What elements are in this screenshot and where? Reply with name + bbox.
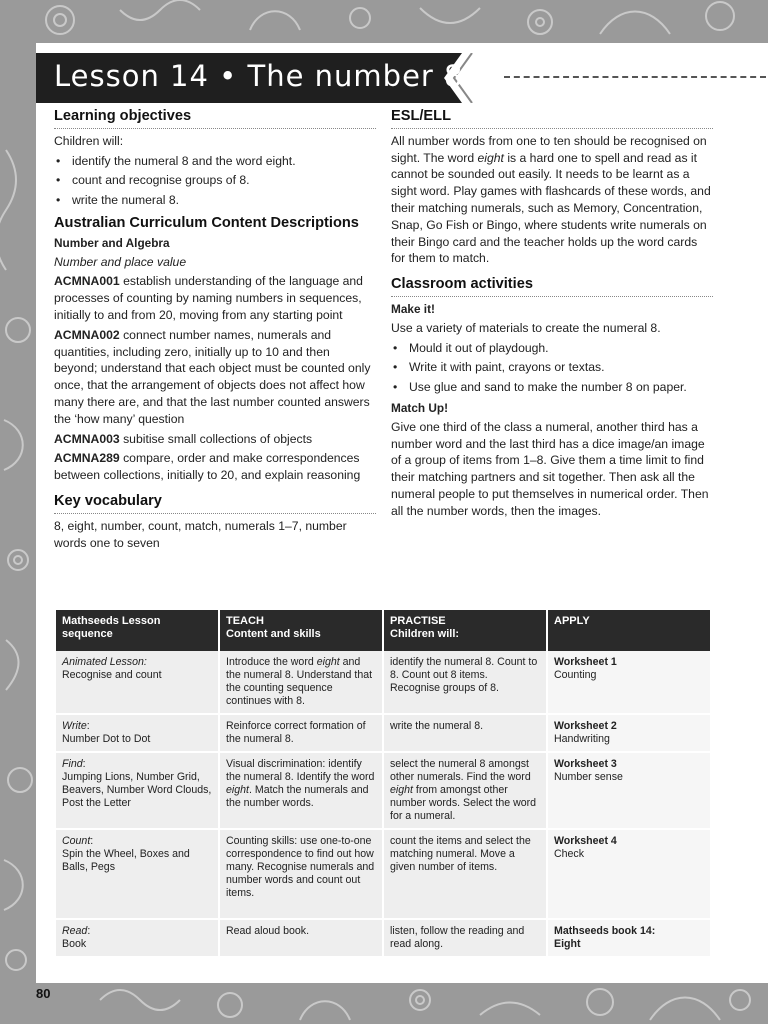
- objectives-intro: Children will:: [54, 133, 124, 148]
- curriculum-code: ACMNA001: [54, 274, 120, 289]
- teach-cell: [220, 830, 382, 920]
- curriculum-entry: [54, 327, 376, 428]
- lesson-page: [36, 43, 768, 983]
- cell-text: from amongst other number words. Select the word for a numeral.: [390, 784, 537, 822]
- worksheet-subtitle: Handwriting: [554, 733, 610, 745]
- lesson-banner: [36, 53, 498, 103]
- sequence-activities: Spin the Wheel, Boxes and Balls, Pegs: [62, 848, 190, 873]
- make-it-list: [391, 340, 713, 396]
- header-dashed-rule: [504, 76, 766, 78]
- list-item: • Mould it out of playdough.: [391, 340, 713, 357]
- curriculum-text: compare, order and make correspondences between collections, initially to 20, and explain reasoning: [54, 451, 361, 483]
- classroom-activities-heading: Classroom activities: [391, 276, 713, 297]
- table-row: [56, 830, 710, 920]
- curriculum-entry: [54, 431, 376, 448]
- cell-text: write the numeral 8.: [390, 720, 484, 732]
- sequence-type: Write: [62, 720, 87, 732]
- table-header-row: [56, 610, 710, 651]
- curriculum-text: establish understanding of the language and processes of counting by naming numbers in sequences, initially to and from 20, moving from any starting point: [54, 274, 363, 322]
- header-line: Content and skills: [226, 628, 321, 640]
- teach-cell: [220, 920, 382, 958]
- cell-text-italic: eight: [226, 784, 249, 796]
- sequence-cell: [56, 651, 218, 715]
- header-line: TEACH: [226, 615, 264, 627]
- worksheet-title: Worksheet 1: [554, 656, 617, 668]
- worksheet-subtitle: Number sense: [554, 771, 623, 783]
- curriculum-code: ACMNA002: [54, 327, 120, 342]
- sequence-type: Count: [62, 835, 91, 847]
- teach-cell: [220, 651, 382, 715]
- cell-text: count the items and select the matching numeral. Move a given number of items.: [390, 835, 531, 873]
- sequence-type: Find: [62, 758, 83, 770]
- practise-cell: [384, 920, 546, 958]
- make-it-intro: Use a variety of materials to create the numeral 8.: [391, 320, 661, 335]
- esl-text: [391, 133, 713, 267]
- header-line: Mathseeds Lesson: [62, 615, 161, 627]
- worksheet-title: Worksheet 3: [554, 758, 617, 770]
- worksheet-title: Worksheet 2: [554, 720, 617, 732]
- teach-cell: [220, 715, 382, 753]
- curriculum-code: ACMNA003: [54, 431, 120, 446]
- list-item: • identify the numeral 8 and the word eight.: [54, 153, 376, 170]
- lesson-title: Lesson 14 • The number 8: [54, 59, 464, 93]
- apply-cell: [548, 715, 710, 753]
- curriculum-strand: Number and Algebra: [54, 235, 170, 250]
- cell-text-italic: eight: [390, 784, 413, 796]
- practise-cell: [384, 753, 546, 830]
- list-item: • Write it with paint, crayons or textas.: [391, 359, 713, 376]
- worksheet-subtitle: Check: [554, 848, 585, 860]
- curriculum-code: ACMNA289: [54, 451, 120, 466]
- curriculum-text: subitise small collections of objects: [119, 431, 313, 446]
- header-line: Children will:: [390, 628, 460, 640]
- practise-cell: [384, 651, 546, 715]
- header-line: sequence: [62, 628, 113, 640]
- sequence-activities: Jumping Lions, Number Grid, Beavers, Number Word Clouds, Post the Letter: [62, 771, 212, 809]
- list-item: • write the numeral 8.: [54, 192, 376, 209]
- page-number: 80: [36, 986, 51, 1001]
- cell-text: . Match the numerals and the number words.: [226, 784, 369, 809]
- cell-text: Read aloud book.: [226, 925, 310, 937]
- curriculum-heading: Australian Curriculum Content Descriptions: [54, 214, 359, 231]
- cell-text: Counting skills: use one-to-one correspondence to find out how many. Recognise numerals and number words and count out items.: [226, 835, 375, 899]
- column-header-sequence: [56, 610, 218, 651]
- table-row: [56, 715, 710, 753]
- header-line: PRACTISE: [390, 615, 446, 627]
- right-column: [391, 108, 713, 523]
- list-item: • count and recognise groups of 8.: [54, 172, 376, 189]
- cell-text: identify the numeral 8. Count to 8. Count out 8 items. Recognise groups of 8.: [390, 656, 538, 694]
- learning-objectives-heading: Learning objectives: [54, 108, 376, 129]
- practise-cell: [384, 830, 546, 920]
- cell-text: listen, follow the reading and read along.: [390, 925, 525, 950]
- esl-heading: ESL/ELL: [391, 108, 713, 129]
- sequence-cell: Write: Number Dot to Dot: [56, 715, 218, 753]
- cell-text: Introduce the word: [226, 656, 317, 668]
- lesson-sequence-table: [54, 610, 712, 958]
- curriculum-entry: [54, 273, 376, 323]
- table-row: [56, 753, 710, 830]
- key-vocabulary-heading: Key vocabulary: [54, 493, 376, 514]
- teach-cell: [220, 753, 382, 830]
- curriculum-entry: [54, 450, 376, 484]
- column-header-practise: [384, 610, 546, 651]
- table-row: [56, 651, 710, 715]
- curriculum-substrand: Number and place value: [54, 254, 187, 269]
- worksheet-title: Worksheet 4: [554, 835, 617, 847]
- esl-text-part: All number words from one to ten should be recognised on sight. The word: [391, 133, 707, 165]
- esl-text-part: is a hard one to spell and read as it cannot be sounded out easily. It needs to be learnt as a sight word. Play games with flashcards of these words, and their matching numerals, such as Memory, Concentration, Snap, Go Fish or Bingo, where students write numerals on their Bingo card and the teacher holds up the word cards for them to match.: [391, 150, 711, 266]
- make-it-heading: Make it!: [391, 301, 435, 316]
- sequence-activities: Number Dot to Dot: [62, 733, 151, 745]
- match-up-heading: Match Up!: [391, 400, 449, 415]
- cell-text: Visual discrimination: identify the numeral 8. Identify the word: [226, 758, 375, 783]
- header-line: APPLY: [554, 615, 590, 627]
- sequence-cell: Find: Jumping Lions, Number Grid, Beavers, Number Word Clouds, Post the Letter: [56, 753, 218, 830]
- curriculum-text: connect number names, numerals and quantities, including zero, initially up to 10 and then beyond; understand that each object must be counted only once, that the arrangement of objects does not affect how many there are, and that the last number counted answers the ‘how many’ question: [54, 327, 371, 426]
- objectives-list: [54, 153, 376, 209]
- sequence-activities: Recognise and count: [62, 669, 162, 681]
- sequence-type: Read: [62, 925, 88, 937]
- cell-text: select the numeral 8 amongst other numerals. Find the word: [390, 758, 531, 783]
- worksheet-title: Mathseeds book 14:: [554, 925, 656, 937]
- column-header-apply: [548, 610, 710, 651]
- table-row: [56, 920, 710, 958]
- list-item: • Use glue and sand to make the number 8 on paper.: [391, 379, 713, 396]
- apply-cell: [548, 753, 710, 830]
- sequence-cell: Read: Book: [56, 920, 218, 958]
- key-vocabulary-text: 8, eight, number, count, match, numerals 1–7, number words one to seven: [54, 518, 347, 550]
- match-up-text: Give one third of the class a numeral, another third has a number word and the last third has a dice image/an image of a group of items from 1–8. Give them a time limit to find their matching partners and sit together. Then ask all the numeral people to put themselves in numerical order. Then all the number words, then the images.: [391, 419, 709, 518]
- apply-cell: [548, 920, 710, 958]
- sequence-activities: Book: [62, 938, 87, 950]
- cell-text-italic: eight: [316, 656, 340, 668]
- sequence-cell: Count: Spin the Wheel, Boxes and Balls, Pegs: [56, 830, 218, 920]
- left-column: [54, 108, 376, 554]
- apply-cell: [548, 651, 710, 715]
- cell-text: and the numeral 8. Understand that the counting sequence continues with 8.: [226, 656, 373, 707]
- column-header-teach: [220, 610, 382, 651]
- sequence-type: Animated Lesson:: [62, 656, 147, 668]
- esl-text-italic: eight: [477, 150, 504, 165]
- worksheet-subtitle: Counting: [554, 669, 597, 681]
- apply-cell: [548, 830, 710, 920]
- practise-cell: [384, 715, 546, 753]
- worksheet-subtitle: Eight: [554, 938, 581, 950]
- cell-text: Reinforce correct formation of the numeral 8.: [226, 720, 366, 745]
